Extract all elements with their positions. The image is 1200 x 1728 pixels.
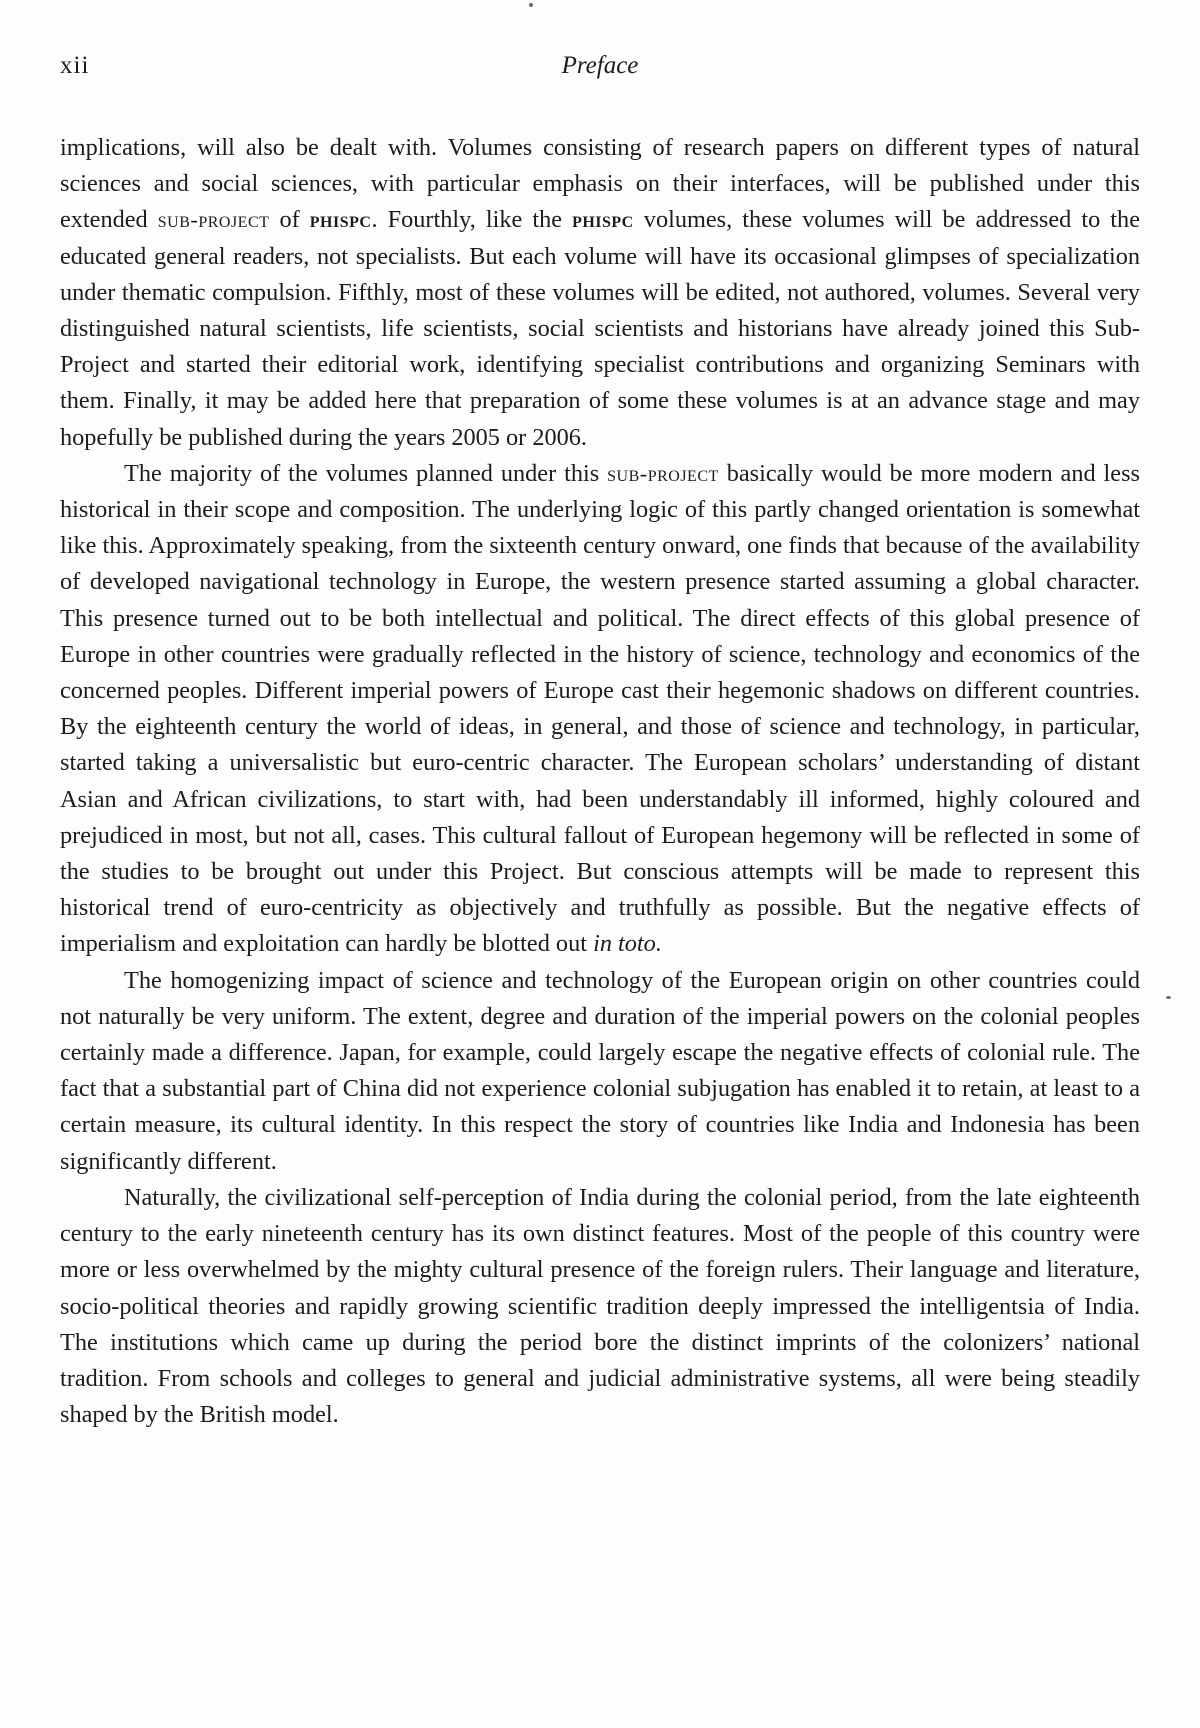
- styled-text-run: phispc: [572, 207, 634, 233]
- body-text: [60, 130, 1140, 1433]
- styled-text-run: phispc: [309, 207, 372, 233]
- paragraph: [60, 963, 1140, 1180]
- text-run: . Fourthly, like the: [371, 206, 573, 234]
- text-run: of: [269, 206, 310, 234]
- running-head: [60, 52, 1140, 92]
- styled-text-run: sub-project: [607, 460, 719, 486]
- text-run: implications, will also be dealt with. Volumes consisting of research papers on different types of natural sciences and social sciences, with particular emphasis on their interfaces, will be published under this extended: [60, 134, 1140, 234]
- paragraph: [60, 130, 1140, 456]
- paragraph: [60, 1180, 1140, 1433]
- text-run: volumes, these volumes will be addressed to the educated general readers, not specialists. But each volume will have its occasional glimpses of specialization under thematic compulsion. Fifthly, most of these volumes will be edited, not authored, volumes. Several very distinguished natural scientists, life scientists, social scientists and historians have already joined this Sub-Project and started their editorial work, identifying specialist contributions and organizing Seminars with them. Finally, it may be added here that preparation of some these volumes is at an advance stage and may hopefully be published during the years 2005 or 2006.: [60, 206, 1140, 451]
- paragraph: [60, 456, 1140, 963]
- text-run: Naturally, the civilizational self-perception of India during the colonial period, from the late eighteenth century to the early nineteenth century has its own distinct features. Most of the people of this country were more or less overwhelmed by the mighty cultural presence of the foreign rulers. Their language and literature, socio-political theories and rapidly growing scientific tradition deeply impressed the intelligentsia of India. The institutions which came up during the period bore the distinct imprints of the colonizers’ national tradition. From schools and colleges to general and judicial administrative systems, all were being steadily shaped by the British model.: [60, 1183, 1140, 1429]
- text-run: The homogenizing impact of science and technology of the European origin on other countries could not naturally be very uniform. The extent, degree and duration of the imperial powers on the colonial peoples certainly made a difference. Japan, for example, could largely escape the negative effects of colonial rule. The fact that a substantial part of China did not experience colonial subjugation has enabled it to retain, at least to a certain measure, its cultural identity. In this respect the story of countries like India and Indonesia has been significantly different.: [60, 966, 1140, 1175]
- print-speck: [1166, 996, 1171, 999]
- text-run: basically would be more modern and less historical in their scope and composition. The underlying logic of this partly changed orientation is somewhat like this. Approximately speaking, from the sixteenth century onward, one finds that because of the availability of developed navigational technology in Europe, the western presence started assuming a global character. This presence turned out to be both intellectual and political. The direct effects of this global presence of Europe in other countries were gradually reflected in the history of science, technology and economics of the concerned peoples. Different imperial powers of Europe cast their hegemonic shadows on different countries. By the eighteenth century the world of ideas, in general, and those of science and technology, in particular, started taking a universalistic but euro-centric character. The European scholars’ understanding of distant Asian and African civilizations, to start with, had been understandably ill informed, highly coloured and prejudiced in most, but not all, cases. This cultural fallout of European hegemony will be reflected in some of the studies to be brought out under this Project. But conscious attempts will be made to represent this historical trend of euro-centricity as objectively and truthfully as possible. But the negative effects of imperialism and exploitation can hardly be blotted out: [60, 459, 1140, 958]
- print-speck: [529, 3, 533, 7]
- styled-text-run: sub-project: [157, 207, 270, 233]
- running-title: Preface: [561, 52, 639, 79]
- page-number: xii: [60, 52, 90, 79]
- text-run: The majority of the volumes planned under this: [124, 459, 608, 487]
- styled-text-run: in toto.: [593, 930, 662, 958]
